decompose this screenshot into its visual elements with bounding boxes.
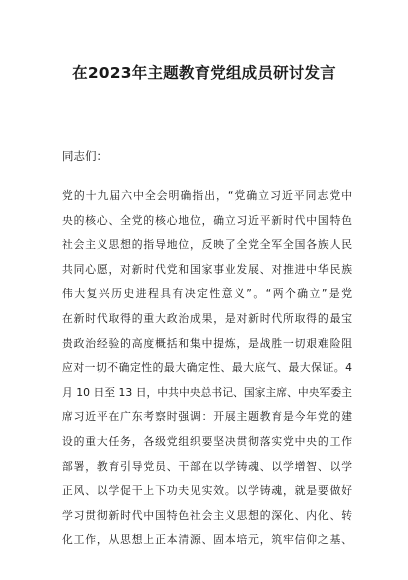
body-line: 应对一切不确定性的最大确定性、最大底气、最大保证。4 <box>62 361 352 375</box>
body-line: 伟大复兴历史进程具有决定性意义”。“两个确立”是党 <box>62 287 352 301</box>
body-line: 央的核心、全党的核心地位，确立习近平新时代中国特色 <box>62 213 352 227</box>
salutation: 同志们： <box>62 149 108 163</box>
body-line: 共同心愿，对新时代党和国家事业发展、对推进中华民族 <box>62 262 352 276</box>
body-paragraph <box>62 184 352 553</box>
body-line: 席习近平在广东考察时强调：开展主题教育是今年党的建 <box>62 410 352 424</box>
body-line: 月 10 日至 13 日，中共中央总书记、国家主席、中央军委主 <box>62 385 352 399</box>
body-line: 在新时代取得的重大政治成果，是对新时代所取得的最宝 <box>62 311 352 325</box>
document-title: 在2023年主题教育党组成员研讨发言 <box>72 64 336 82</box>
body-line: 学习贯彻新时代中国特色社会主义思想的深化、内化、转 <box>62 508 352 522</box>
body-line: 社会主义思想的指导地位，反映了全党全军全国各族人民 <box>62 238 352 252</box>
body-line: 化工作，从思想上正本清源、固本培元，筑牢信仰之基、 <box>62 533 352 547</box>
body-line: 贵政治经验的高度概括和集中提炼，是战胜一切艰难险阻 <box>62 336 352 350</box>
body-line: 设的重大任务，各级党组织要坚决贯彻落实党中央的工作 <box>62 434 352 448</box>
body-line: 党的十九届六中全会明确指出，“党确立习近平同志党中 <box>62 189 352 202</box>
body-line: 正风、以学促干上下功夫见实效。以学铸魂，就是要做好 <box>62 484 352 498</box>
body-line: 部署，教育引导党员、干部在以学铸魂、以学增智、以学 <box>62 459 352 473</box>
